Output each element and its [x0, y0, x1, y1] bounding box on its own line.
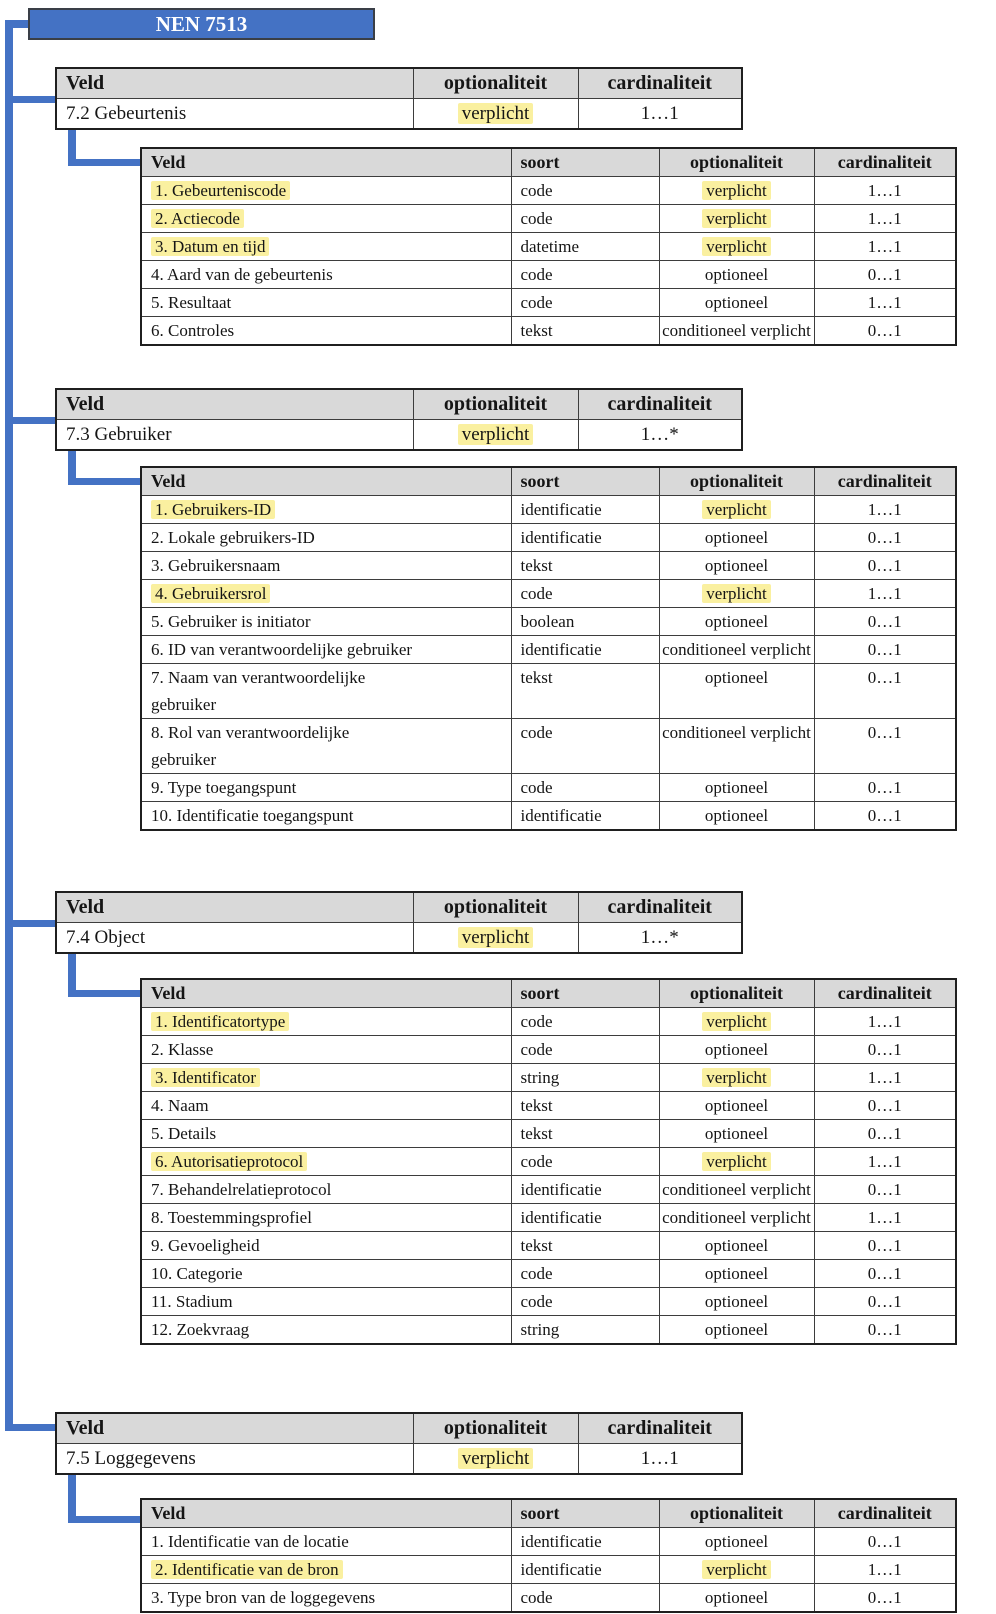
field-optionality-cell: optioneel — [659, 1092, 814, 1120]
field-name-cell: 4. Aard van de gebeurtenis — [141, 261, 511, 289]
field-type-cell: string — [511, 1316, 659, 1345]
field-name-cell: 2. Lokale gebruikers-ID — [141, 524, 511, 552]
field-optionality-cell: conditioneel verplicht — [659, 317, 814, 346]
field-optionality-cell: verplicht — [659, 1148, 814, 1176]
col-header-cardinaliteit: cardinaliteit — [814, 979, 956, 1008]
summary-table-gebruiker — [55, 388, 743, 451]
field-cardinality-cell: 0…1 — [814, 1120, 956, 1148]
field-type-cell: identificatie — [511, 524, 659, 552]
field-row — [141, 664, 956, 719]
connector-rail — [5, 20, 13, 1431]
field-type-cell: identificatie — [511, 636, 659, 664]
field-row — [141, 261, 956, 289]
field-type-cell: code — [511, 177, 659, 205]
field-name-cell: 1. Identificatortype — [141, 1008, 511, 1036]
field-row — [141, 1316, 956, 1345]
field-row — [141, 719, 956, 774]
field-row — [141, 1528, 956, 1556]
col-header-veld: Veld — [56, 389, 413, 420]
col-header-optionaliteit: optionaliteit — [659, 467, 814, 496]
field-cardinality-cell: 1…1 — [814, 1556, 956, 1584]
section-title: 7.3 Gebruiker — [56, 420, 413, 451]
col-header-optionaliteit: optionaliteit — [413, 892, 578, 923]
field-optionality-cell: verplicht — [659, 1008, 814, 1036]
summary-row — [56, 420, 742, 451]
field-name-cell: 4. Naam — [141, 1092, 511, 1120]
field-type-cell: string — [511, 1064, 659, 1092]
field-row — [141, 1584, 956, 1613]
field-type-cell: tekst — [511, 317, 659, 346]
field-cardinality-cell: 1…1 — [814, 496, 956, 524]
field-row — [141, 1260, 956, 1288]
field-name-cell: 6. ID van verantwoordelijke gebruiker — [141, 636, 511, 664]
field-type-cell: code — [511, 1036, 659, 1064]
field-name-cell: 3. Gebruikersnaam — [141, 552, 511, 580]
field-row — [141, 317, 956, 346]
detail-table-gebruiker — [140, 466, 957, 831]
col-header-optionaliteit: optionaliteit — [413, 1413, 578, 1444]
field-cardinality-cell: 1…1 — [814, 1008, 956, 1036]
detail-header-row — [141, 1499, 956, 1528]
section-title: 7.5 Loggegevens — [56, 1444, 413, 1475]
field-cardinality-cell: 0…1 — [814, 1092, 956, 1120]
summary-row — [56, 923, 742, 954]
section-cardinality: 1…1 — [578, 1444, 742, 1475]
field-type-cell: code — [511, 205, 659, 233]
field-cardinality-cell: 0…1 — [814, 719, 956, 774]
field-row — [141, 580, 956, 608]
field-type-cell: tekst — [511, 552, 659, 580]
col-header-optionaliteit: optionaliteit — [659, 979, 814, 1008]
detail-table-gebeurtenis — [140, 147, 957, 346]
field-row — [141, 289, 956, 317]
field-cardinality-cell: 0…1 — [814, 664, 956, 719]
col-header-veld: Veld — [141, 148, 511, 177]
field-type-cell: tekst — [511, 1232, 659, 1260]
field-name-cell: 3. Datum en tijd — [141, 233, 511, 261]
field-cardinality-cell: 0…1 — [814, 636, 956, 664]
col-header-veld: Veld — [141, 1499, 511, 1528]
connector-elbow-7-4 — [68, 990, 140, 997]
detail-table-loggegevens — [140, 1498, 957, 1613]
field-cardinality-cell: 0…1 — [814, 261, 956, 289]
field-type-cell: code — [511, 774, 659, 802]
field-row — [141, 608, 956, 636]
field-cardinality-cell: 1…1 — [814, 1148, 956, 1176]
col-header-veld: Veld — [56, 892, 413, 923]
field-name-cell: 6. Controles — [141, 317, 511, 346]
section-optionality: verplicht — [413, 99, 578, 130]
field-optionality-cell: conditioneel verplicht — [659, 719, 814, 774]
field-type-cell: tekst — [511, 664, 659, 719]
field-type-cell: code — [511, 580, 659, 608]
field-row — [141, 1176, 956, 1204]
section-optionality: verplicht — [413, 420, 578, 451]
col-header-soort: soort — [511, 148, 659, 177]
field-cardinality-cell: 0…1 — [814, 524, 956, 552]
field-row — [141, 1064, 956, 1092]
summary-header-row — [56, 892, 742, 923]
field-optionality-cell: optioneel — [659, 1120, 814, 1148]
field-type-cell: code — [511, 1008, 659, 1036]
field-type-cell: code — [511, 1288, 659, 1316]
summary-table-object — [55, 891, 743, 954]
field-row — [141, 177, 956, 205]
field-row — [141, 552, 956, 580]
col-header-optionaliteit: optionaliteit — [659, 1499, 814, 1528]
field-name-cell: 5. Details — [141, 1120, 511, 1148]
field-cardinality-cell: 1…1 — [814, 233, 956, 261]
field-name-cell: 1. Gebeurteniscode — [141, 177, 511, 205]
field-row — [141, 802, 956, 831]
col-header-cardinaliteit: cardinaliteit — [578, 68, 742, 99]
summary-header-row — [56, 68, 742, 99]
field-row — [141, 636, 956, 664]
col-header-cardinaliteit: cardinaliteit — [578, 1413, 742, 1444]
field-type-cell: tekst — [511, 1120, 659, 1148]
field-optionality-cell: optioneel — [659, 802, 814, 831]
field-optionality-cell: verplicht — [659, 233, 814, 261]
section-title: 7.2 Gebeurtenis — [56, 99, 413, 130]
col-header-optionaliteit: optionaliteit — [413, 68, 578, 99]
field-name-cell: 1. Gebruikers-ID — [141, 496, 511, 524]
field-name-cell: 3. Type bron van de loggegevens — [141, 1584, 511, 1613]
field-cardinality-cell: 0…1 — [814, 608, 956, 636]
field-cardinality-cell: 0…1 — [814, 552, 956, 580]
field-optionality-cell: optioneel — [659, 1232, 814, 1260]
field-row — [141, 205, 956, 233]
field-name-cell: 2. Identificatie van de bron — [141, 1556, 511, 1584]
col-header-veld: Veld — [56, 68, 413, 99]
field-name-cell: 9. Type toegangspunt — [141, 774, 511, 802]
field-type-cell: identificatie — [511, 1528, 659, 1556]
col-header-cardinaliteit: cardinaliteit — [578, 892, 742, 923]
field-cardinality-cell: 0…1 — [814, 1528, 956, 1556]
root-node-title — [28, 8, 375, 40]
field-optionality-cell: optioneel — [659, 524, 814, 552]
field-name-cell: 10. Categorie — [141, 1260, 511, 1288]
field-row — [141, 1288, 956, 1316]
field-name-cell: 5. Gebruiker is initiator — [141, 608, 511, 636]
detail-header-row — [141, 148, 956, 177]
field-cardinality-cell: 1…1 — [814, 289, 956, 317]
field-type-cell: identificatie — [511, 1204, 659, 1232]
field-optionality-cell: verplicht — [659, 580, 814, 608]
connector-elbow-7-3 — [68, 478, 140, 485]
col-header-soort: soort — [511, 979, 659, 1008]
col-header-veld: Veld — [141, 979, 511, 1008]
section-cardinality: 1…* — [578, 420, 742, 451]
summary-row — [56, 99, 742, 130]
field-cardinality-cell: 0…1 — [814, 802, 956, 831]
field-optionality-cell: conditioneel verplicht — [659, 1176, 814, 1204]
section-cardinality: 1…1 — [578, 99, 742, 130]
col-header-cardinaliteit: cardinaliteit — [814, 1499, 956, 1528]
field-row — [141, 233, 956, 261]
field-name-cell: 5. Resultaat — [141, 289, 511, 317]
field-optionality-cell: conditioneel verplicht — [659, 636, 814, 664]
field-row — [141, 1204, 956, 1232]
field-cardinality-cell: 0…1 — [814, 1176, 956, 1204]
section-title: 7.4 Object — [56, 923, 413, 954]
field-name-cell: 9. Gevoeligheid — [141, 1232, 511, 1260]
field-name-cell: 8. Rol van verantwoordelijke gebruiker — [141, 719, 511, 774]
field-optionality-cell: optioneel — [659, 1316, 814, 1345]
detail-header-row — [141, 979, 956, 1008]
field-cardinality-cell: 0…1 — [814, 1232, 956, 1260]
field-name-cell: 2. Klasse — [141, 1036, 511, 1064]
detail-header-row — [141, 467, 956, 496]
col-header-soort: soort — [511, 467, 659, 496]
field-cardinality-cell: 1…1 — [814, 177, 956, 205]
field-optionality-cell: optioneel — [659, 552, 814, 580]
field-optionality-cell: optioneel — [659, 664, 814, 719]
field-type-cell: code — [511, 1148, 659, 1176]
field-name-cell: 7. Naam van verantwoordelijke gebruiker — [141, 664, 511, 719]
field-name-cell: 8. Toestemmingsprofiel — [141, 1204, 511, 1232]
field-type-cell: tekst — [511, 1092, 659, 1120]
field-name-cell: 10. Identificatie toegangspunt — [141, 802, 511, 831]
field-optionality-cell: optioneel — [659, 1260, 814, 1288]
field-optionality-cell: optioneel — [659, 261, 814, 289]
field-cardinality-cell: 0…1 — [814, 1260, 956, 1288]
field-cardinality-cell: 1…1 — [814, 1064, 956, 1092]
field-optionality-cell: optioneel — [659, 1584, 814, 1613]
field-optionality-cell: optioneel — [659, 1036, 814, 1064]
field-optionality-cell: verplicht — [659, 177, 814, 205]
connector-elbow-7-2 — [68, 159, 140, 166]
field-row — [141, 1008, 956, 1036]
col-header-cardinaliteit: cardinaliteit — [578, 389, 742, 420]
field-row — [141, 1148, 956, 1176]
field-cardinality-cell: 1…1 — [814, 205, 956, 233]
field-row — [141, 524, 956, 552]
col-header-cardinaliteit: cardinaliteit — [814, 148, 956, 177]
summary-header-row — [56, 1413, 742, 1444]
section-cardinality: 1…* — [578, 923, 742, 954]
field-optionality-cell: verplicht — [659, 205, 814, 233]
field-row — [141, 496, 956, 524]
col-header-optionaliteit: optionaliteit — [659, 148, 814, 177]
field-optionality-cell: optioneel — [659, 774, 814, 802]
field-optionality-cell: optioneel — [659, 1288, 814, 1316]
detail-table-object — [140, 978, 957, 1345]
field-row — [141, 1120, 956, 1148]
col-header-cardinaliteit: cardinaliteit — [814, 467, 956, 496]
field-name-cell: 3. Identificator — [141, 1064, 511, 1092]
field-optionality-cell: verplicht — [659, 1064, 814, 1092]
field-row — [141, 1036, 956, 1064]
field-row — [141, 1556, 956, 1584]
field-name-cell: 12. Zoekvraag — [141, 1316, 511, 1345]
field-name-cell: 1. Identificatie van de locatie — [141, 1528, 511, 1556]
field-type-cell: boolean — [511, 608, 659, 636]
field-name-cell: 6. Autorisatieprotocol — [141, 1148, 511, 1176]
field-cardinality-cell: 1…1 — [814, 1204, 956, 1232]
field-optionality-cell: optioneel — [659, 608, 814, 636]
field-name-cell: 2. Actiecode — [141, 205, 511, 233]
summary-row — [56, 1444, 742, 1475]
field-row — [141, 1092, 956, 1120]
field-optionality-cell: optioneel — [659, 289, 814, 317]
field-optionality-cell: verplicht — [659, 496, 814, 524]
field-cardinality-cell: 0…1 — [814, 774, 956, 802]
field-name-cell: 4. Gebruikersrol — [141, 580, 511, 608]
connector-elbow-7-5 — [68, 1516, 140, 1523]
field-type-cell: code — [511, 719, 659, 774]
section-optionality: verplicht — [413, 1444, 578, 1475]
summary-table-loggegevens — [55, 1412, 743, 1475]
field-name-cell: 7. Behandelrelatieprotocol — [141, 1176, 511, 1204]
field-row — [141, 774, 956, 802]
field-cardinality-cell: 0…1 — [814, 1288, 956, 1316]
field-type-cell: code — [511, 289, 659, 317]
summary-header-row — [56, 389, 742, 420]
field-type-cell: code — [511, 261, 659, 289]
field-row — [141, 1232, 956, 1260]
field-cardinality-cell: 0…1 — [814, 1316, 956, 1345]
field-type-cell: identificatie — [511, 1556, 659, 1584]
field-cardinality-cell: 0…1 — [814, 317, 956, 346]
section-optionality: verplicht — [413, 923, 578, 954]
field-cardinality-cell: 0…1 — [814, 1036, 956, 1064]
field-cardinality-cell: 0…1 — [814, 1584, 956, 1613]
root-label: NEN 7513 — [155, 12, 248, 36]
field-optionality-cell: optioneel — [659, 1528, 814, 1556]
col-header-soort: soort — [511, 1499, 659, 1528]
field-type-cell: datetime — [511, 233, 659, 261]
summary-table-gebeurtenis — [55, 67, 743, 130]
field-type-cell: identificatie — [511, 496, 659, 524]
connector-branch-7-4 — [5, 920, 56, 927]
field-optionality-cell: verplicht — [659, 1556, 814, 1584]
field-type-cell: code — [511, 1260, 659, 1288]
connector-branch-7-5 — [5, 1424, 56, 1431]
col-header-veld: Veld — [141, 467, 511, 496]
field-type-cell: identificatie — [511, 1176, 659, 1204]
field-type-cell: identificatie — [511, 802, 659, 831]
field-type-cell: code — [511, 1584, 659, 1613]
col-header-veld: Veld — [56, 1413, 413, 1444]
field-optionality-cell: conditioneel verplicht — [659, 1204, 814, 1232]
field-name-cell: 11. Stadium — [141, 1288, 511, 1316]
col-header-optionaliteit: optionaliteit — [413, 389, 578, 420]
field-cardinality-cell: 1…1 — [814, 580, 956, 608]
